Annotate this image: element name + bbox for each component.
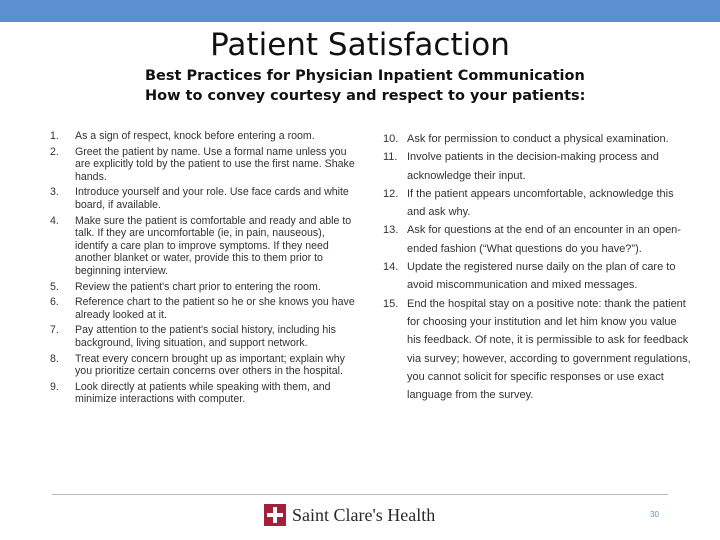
item-text: Involve patients in the decision-making process and acknowledge their input. xyxy=(407,151,659,182)
page-number: 30 xyxy=(650,510,659,519)
item-number: 7. xyxy=(50,324,59,337)
item-text: Treat every concern brought up as important; explain why you prioritize certain concerns over others in the hospital. xyxy=(75,352,345,378)
item-number: 5. xyxy=(50,280,59,293)
practice-item xyxy=(50,186,360,211)
practice-item xyxy=(50,296,360,321)
item-text: Update the registered nurse daily on the plan of care to avoid miscommunication and mixed messages. xyxy=(407,261,676,292)
item-number: 8. xyxy=(50,352,59,365)
practice-item xyxy=(383,258,693,295)
practice-item xyxy=(50,215,360,278)
practice-item xyxy=(383,130,693,148)
practice-item xyxy=(383,295,693,405)
item-text: If the patient appears uncomfortable, acknowledge this and ask why. xyxy=(407,187,674,219)
logo-text: Saint Clare's Health xyxy=(292,504,436,525)
footer-divider xyxy=(52,494,668,495)
slide-title: Patient Satisfaction xyxy=(210,27,510,63)
top-accent-bar xyxy=(0,0,720,22)
item-text: Pay attention to the patient's social history, including his background, living situation, and support network. xyxy=(75,324,336,349)
practice-item xyxy=(383,185,693,222)
item-text: Ask for questions at the end of an encounter in an open-ended fashion (“What questions do you have?”). xyxy=(407,224,681,255)
item-text: Introduce yourself and your role. Use face cards and white board, if available. xyxy=(75,186,349,211)
practice-item xyxy=(383,221,693,258)
hospital-logo xyxy=(264,504,435,526)
item-text: As a sign of respect, knock before entering a room. xyxy=(75,130,315,142)
item-number: 13. xyxy=(383,224,399,237)
item-text: End the hospital stay on a positive note: thank the patient for choosing your institution and let him know you value his feedback. Of note, it is permissible to ask for feedback via survey; however, according to government regulations, you cannot solicit for specific responses or use exact language from the survey. xyxy=(407,297,691,402)
slide-subtitle xyxy=(145,66,585,106)
item-number: 3. xyxy=(50,186,59,199)
practice-item xyxy=(50,281,360,294)
item-number: 6. xyxy=(50,296,59,309)
item-number: 2. xyxy=(50,145,59,158)
practice-item xyxy=(50,146,360,184)
item-number: 15. xyxy=(383,297,399,310)
item-text: Look directly at patients while speaking with them, and minimize interactions with computer. xyxy=(75,380,331,406)
cross-icon xyxy=(264,504,286,526)
item-text: Greet the patient by name. Use a formal name unless you are explicitly told by the patient to use the first name. Shake hands. xyxy=(75,145,355,183)
practice-item xyxy=(383,148,693,185)
practice-item xyxy=(50,324,360,349)
practice-item xyxy=(50,381,360,406)
item-text: Review the patient's chart prior to entering the room. xyxy=(75,280,321,293)
item-number: 14. xyxy=(383,261,399,274)
item-number: 1. xyxy=(50,130,59,142)
practices-list-right xyxy=(383,130,693,404)
item-number: 4. xyxy=(50,214,59,227)
item-text: Reference chart to the patient so he or she knows you have already looked at it. xyxy=(75,296,355,321)
item-number: 10. xyxy=(383,133,399,145)
subtitle-line-1: Best Practices for Physician Inpatient Communication xyxy=(145,68,585,84)
item-text: Make sure the patient is comfortable and ready and able to talk. If they are uncomfortable (ie, in pain, nauseous), identify a care plan to improve symptoms. If they need another blanket or water, provide this to them prior to beginning interview. xyxy=(75,214,352,277)
item-number: 11. xyxy=(383,151,398,164)
item-text: Ask for permission to conduct a physical examination. xyxy=(407,133,669,145)
subtitle-line-2: How to convey courtesy and respect to your patients: xyxy=(145,88,586,104)
practice-item xyxy=(50,353,360,378)
item-number: 12. xyxy=(383,187,399,200)
item-number: 9. xyxy=(50,380,59,393)
practices-list-left xyxy=(50,130,360,409)
practice-item xyxy=(50,130,360,143)
